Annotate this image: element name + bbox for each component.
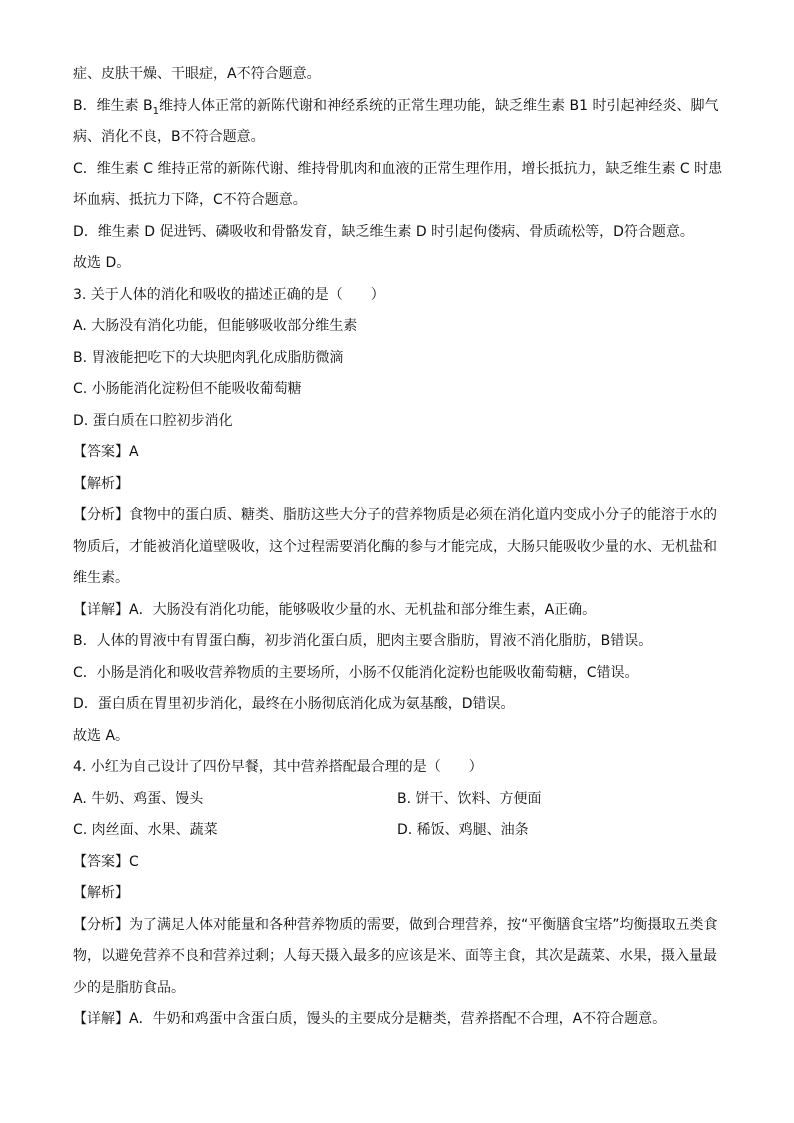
q4-fenxi-line-1: 【分析】为了满足人体对能量和各种营养物质的需要，做到合理营养，按“平衡膳食宝塔”均衡摄取五类食 xyxy=(73,916,718,933)
q4-option-d: D. 稀饭、鸡腿、油条 xyxy=(397,822,529,838)
q3-xiangjie-line-4: D．蛋白质在胃里初步消化，最终在小肠彻底消化成为氨基酸，D错误。 xyxy=(73,696,515,712)
q4-fenxi-line-3: 少的是脂肪食品。 xyxy=(73,979,185,996)
q4-xiangjie-line-1: 【详解】A．牛奶和鸡蛋中含蛋白质，馒头的主要成分是糖类，营养搭配不合理，A不符合题意。 xyxy=(73,1011,667,1027)
q4-options-row-2 xyxy=(73,820,723,840)
q3-option-b: B. 胃液能把吃下的大块肥肉乳化成脂肪微滴 xyxy=(73,349,344,366)
q3-option-c: C. 小肠能消化淀粉但不能吸收葡萄糖 xyxy=(73,381,302,397)
prev-answer-line-2a: B．维生素 B xyxy=(73,97,153,114)
prev-answer-line-2 xyxy=(73,96,723,116)
q3-option-a: A. 大肠没有消化功能，但能够吸收部分维生素 xyxy=(73,318,358,334)
q3-fenxi-line-1: 【分析】食物中的蛋白质、糖类、脂肪这些大分子的营养物质是必须在消化道内变成小分子的能溶于水的 xyxy=(73,507,717,523)
prev-answer-line-2b: 维持人体正常的新陈代谢和神经系统的正常生理功能，缺乏维生素 B1 时引起神经炎、脚气 xyxy=(159,97,719,114)
q3-conclusion: 故选 A。 xyxy=(73,727,130,744)
q4-options-row-1 xyxy=(73,789,723,809)
q3-xiangjie-line-2: B．人体的胃液中有胃蛋白酶，初步消化蛋白质，肥肉主要含脂肪，胃液不消化脂肪，B错误。 xyxy=(73,633,653,649)
q4-analysis-tag: 【解析】 xyxy=(73,885,129,901)
q3-xiangjie-line-1: 【详解】A．大肠没有消化功能，能够吸收少量的水、无机盐和部分维生素，A正确。 xyxy=(73,601,597,618)
prev-answer-line-6: D．维生素 D 促进钙、磷吸收和骨骼发育，缺乏维生素 D 时引起佝偻病、骨质疏松等，D符合题意。 xyxy=(73,223,694,240)
q3-answer: 【答案】A xyxy=(73,444,139,460)
q4-option-c: C. 肉丝面、水果、蔬菜 xyxy=(73,822,218,838)
q3-option-d: D. 蛋白质在口腔初步消化 xyxy=(73,412,233,429)
prev-answer-line-1: 症、皮肤干燥、干眼症，A不符合题意。 xyxy=(73,66,321,82)
prev-answer-line-3: 病、消化不良，B不符合题意。 xyxy=(73,129,265,145)
q4-option-a: A. 牛奶、鸡蛋、馒头 xyxy=(73,790,204,807)
document-page xyxy=(73,64,723,1041)
vitamin-b-subscript: 1 xyxy=(152,105,160,117)
q4-fenxi-line-2: 物，以避免营养不良和营养过剩；人每天摄入最多的应该是米、面等主食，其次是蔬菜、水果，摄入量最 xyxy=(73,948,717,964)
prev-answer-line-5: 坏血病、抵抗力下降，C不符合题意。 xyxy=(73,192,307,208)
q4-answer: 【答案】C xyxy=(73,853,139,870)
q4-option-b: B. 饼干、饮料、方便面 xyxy=(397,790,542,807)
q4-stem: 4. 小红为自己设计了四份早餐，其中营养搭配最合理的是（ ） xyxy=(73,759,483,775)
prev-conclusion: 故选 D。 xyxy=(73,255,131,271)
prev-answer-line-4: C．维生素 C 维持正常的新陈代谢、维持骨肌肉和血液的正常生理作用，增长抵抗力，缺乏维生素 C 时患 xyxy=(73,160,723,177)
q3-xiangjie-line-3: C．小肠是消化和吸收营养物质的主要场所，小肠不仅能消化淀粉也能吸收葡萄糖，C错误。 xyxy=(73,664,639,681)
q3-stem: 3. 关于人体的消化和吸收的描述正确的是（ ） xyxy=(73,286,385,303)
q3-fenxi-line-3: 维生素。 xyxy=(73,570,129,586)
q3-analysis-tag: 【解析】 xyxy=(73,475,129,492)
q3-fenxi-line-2: 物质后，才能被消化道壁吸收，这个过程需要消化酶的参与才能完成，大肠只能吸收少量的水、无机盐和 xyxy=(73,538,717,555)
